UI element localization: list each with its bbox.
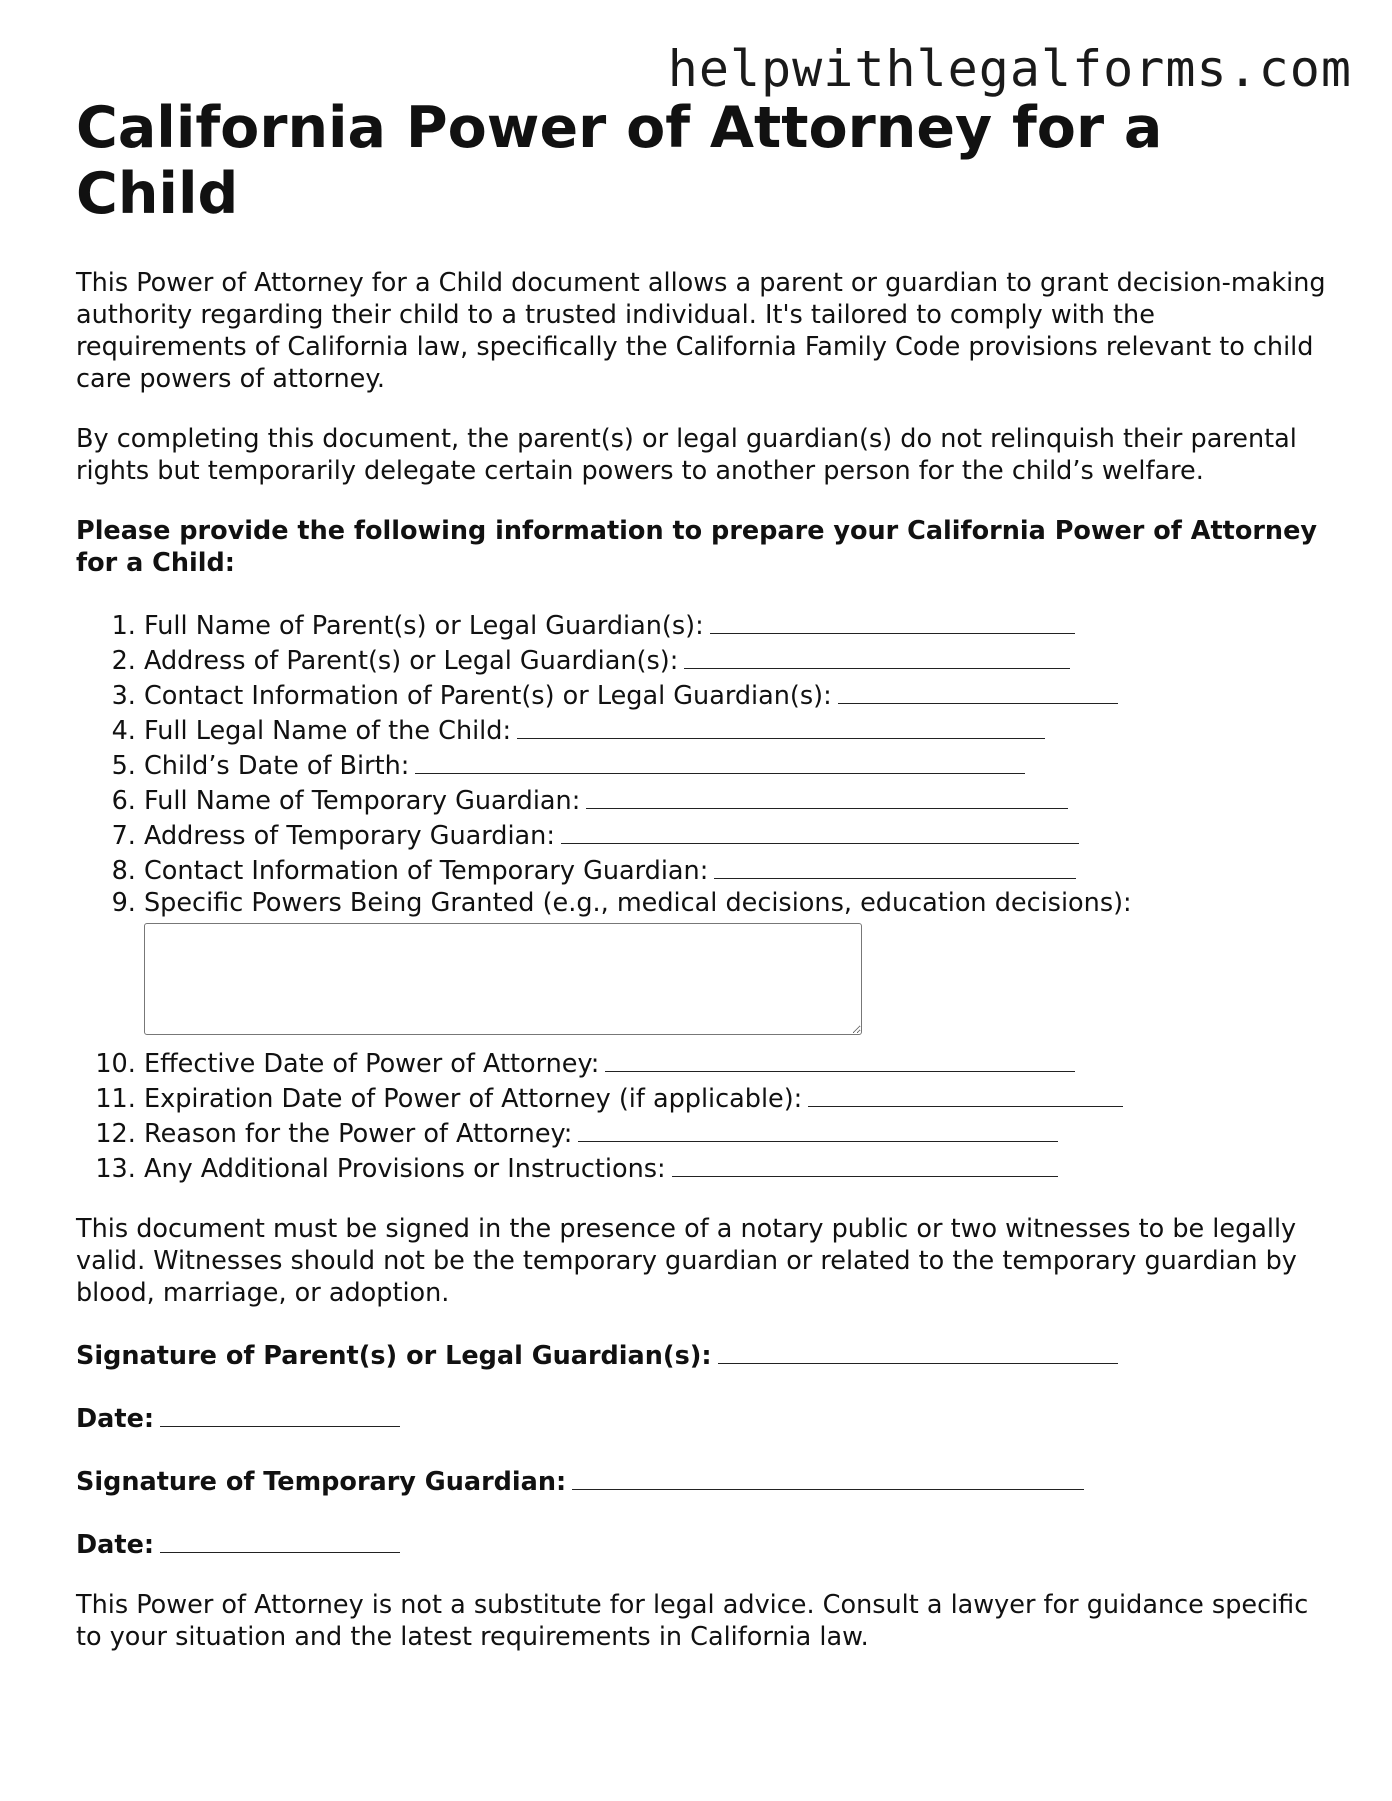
intro-paragraph-2: By completing this document, the parent(s) or legal guardian(s) do not relinquish their parental rights but temporarily delegate certain powers to another person for the child’s welfare. xyxy=(76,424,1297,487)
field-additional-provisions xyxy=(144,1150,1326,1185)
field-label: Address of Parent(s) or Legal Guardian(s): xyxy=(144,646,679,677)
witness-note: This document must be signed in the presence of a notary public or two witnesses to be legally valid. Witnesses should not be the temporary guardian or related to the temporary guardian by blood, marriage, or adoption. xyxy=(76,1214,1297,1309)
field-effective-date xyxy=(144,1045,1326,1080)
field-label: Full Name of Temporary Guardian: xyxy=(144,786,581,817)
child-dob-blank[interactable] xyxy=(415,747,1025,774)
field-label: Address of Temporary Guardian: xyxy=(144,821,555,852)
field-label: Contact Information of Parent(s) or Legal Guardian(s): xyxy=(144,681,832,712)
child-name-blank[interactable] xyxy=(517,712,1045,739)
guardian-signature-blank[interactable] xyxy=(572,1463,1084,1490)
information-fields-list xyxy=(76,607,1326,1185)
guardian-contact-blank[interactable] xyxy=(714,852,1076,879)
field-guardian-name xyxy=(144,782,1326,817)
parent-date-row xyxy=(76,1400,1326,1435)
field-parent-address xyxy=(144,642,1326,677)
field-child-dob xyxy=(144,747,1326,782)
parent-date-blank[interactable] xyxy=(160,1400,400,1427)
field-specific-powers xyxy=(144,887,1326,1035)
parent-signature-row xyxy=(76,1337,1326,1372)
field-guardian-contact xyxy=(144,852,1326,887)
parent-name-blank[interactable] xyxy=(710,607,1075,634)
guardian-address-blank[interactable] xyxy=(561,817,1079,844)
disclaimer: This Power of Attorney is not a substitute for legal advice. Consult a lawyer for guidance specific to your situation and the latest requirements in California law. xyxy=(76,1590,1309,1653)
field-label: Contact Information of Temporary Guardian: xyxy=(144,856,709,887)
field-guardian-address xyxy=(144,817,1326,852)
field-parent-contact xyxy=(144,677,1326,712)
site-watermark: helpwithlegalforms.com xyxy=(667,40,1352,98)
parent-date-label: Date: xyxy=(76,1404,155,1435)
field-parent-name xyxy=(144,607,1326,642)
specific-powers-textarea[interactable] xyxy=(144,923,862,1035)
instructions-heading: Please provide the following information to prepare your California Power of Attorney for a Child: xyxy=(76,516,1317,579)
guardian-name-blank[interactable] xyxy=(586,782,1068,809)
parent-address-blank[interactable] xyxy=(684,642,1070,669)
field-label: Effective Date of Power of Attorney: xyxy=(144,1049,600,1080)
parent-contact-blank[interactable] xyxy=(838,677,1118,704)
effective-date-blank[interactable] xyxy=(605,1045,1075,1072)
guardian-date-blank[interactable] xyxy=(160,1526,400,1553)
guardian-signature-row xyxy=(76,1463,1326,1498)
document-page xyxy=(76,96,1326,1681)
field-label: Reason for the Power of Attorney: xyxy=(144,1119,573,1150)
intro-paragraph-1: This Power of Attorney for a Child document allows a parent or guardian to grant decision-making authority regarding their child to a trusted individual. It's tailored to comply with the requirements of California law, specifically the California Family Code provisions relevant to child care powers of attorney. xyxy=(76,268,1326,395)
expiration-date-blank[interactable] xyxy=(808,1080,1123,1107)
document-title: California Power of Attorney for a Child xyxy=(76,95,1163,227)
guardian-signature-label: Signature of Temporary Guardian: xyxy=(76,1467,567,1498)
parent-signature-label: Signature of Parent(s) or Legal Guardian(s): xyxy=(76,1341,712,1372)
reason-blank[interactable] xyxy=(578,1115,1058,1142)
additional-provisions-blank[interactable] xyxy=(672,1150,1058,1177)
field-label: Full Name of Parent(s) or Legal Guardian(s): xyxy=(144,611,704,642)
field-label: Child’s Date of Birth: xyxy=(144,751,410,782)
parent-signature-blank[interactable] xyxy=(718,1337,1118,1364)
field-label: Full Legal Name of the Child: xyxy=(144,716,512,747)
guardian-date-label: Date: xyxy=(76,1530,155,1561)
field-label: Expiration Date of Power of Attorney (if applicable): xyxy=(144,1084,803,1115)
field-label: Any Additional Provisions or Instructions: xyxy=(144,1154,666,1185)
field-child-name xyxy=(144,712,1326,747)
guardian-date-row xyxy=(76,1526,1326,1561)
field-reason xyxy=(144,1115,1326,1150)
field-label: Specific Powers Being Granted (e.g., medical decisions, education decisions): xyxy=(144,888,1132,919)
field-expiration-date xyxy=(144,1080,1326,1115)
